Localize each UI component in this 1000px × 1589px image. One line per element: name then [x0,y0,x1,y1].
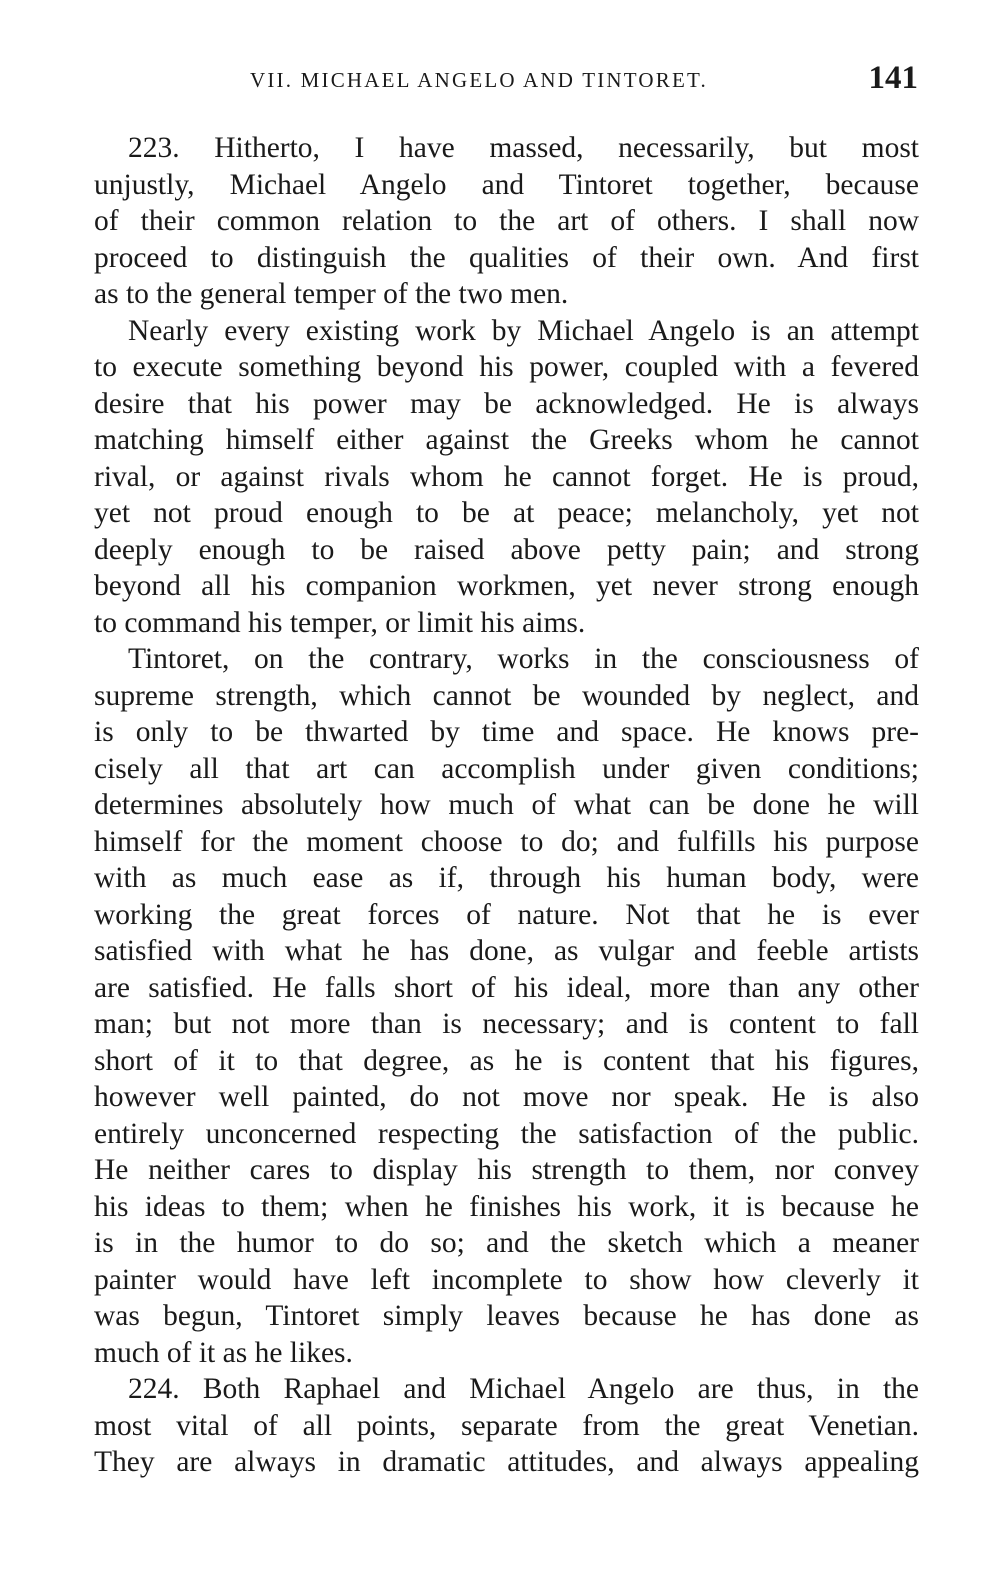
text-line: with as much ease as if, through his human body, were [94,862,919,894]
text-line: is only to be thwarted by time and space. He knows pre- [94,716,919,748]
text-line: cisely all that art can accomplish under given conditions; [94,752,919,785]
text-line: much of it as he likes. [94,1336,353,1369]
text-line: 224. Both Raphael and Michael Angelo are thus, in the [128,1373,919,1405]
text-line: beyond all his companion workmen, yet never strong enough [94,570,919,602]
running-title: VII. MICHAEL ANGELO AND TINTORET. [250,68,708,92]
text-line: his ideas to them; when he finishes his work, it is because he [94,1190,919,1223]
text-line: deeply enough to be raised above petty pain; and strong [94,533,919,566]
text-line: are satisfied. He falls short of his ideal, more than any other [94,971,919,1004]
text-line: himself for the moment choose to do; and fulfills his purpose [94,825,919,858]
text-line: painter would have left incomplete to show how cleverly it [94,1263,919,1296]
paragraph-224-intro [94,1371,919,1481]
text-line: entirely unconcerned respecting the satisfaction of the public. [94,1117,919,1150]
text-line: to command his temper, or limit his aims. [94,606,586,639]
text-line: yet not proud enough to be at peace; melancholy, yet not [94,497,919,529]
text-line: Nearly every existing work by Michael Angelo is an attempt [128,314,919,347]
text-line: of their common relation to the art of others. I shall now [94,205,919,237]
page-number: 141 [868,60,918,96]
text-line: They are always in dramatic attitudes, and always appealing [94,1446,919,1478]
text-line: working the great forces of nature. Not that he is ever [94,898,919,931]
paragraph-tintoret [94,641,919,1371]
text-line: short of it to that degree, as he is content that his figures, [94,1044,919,1077]
text-line: was begun, Tintoret simply leaves because he has done as [94,1300,919,1332]
text-line: however well painted, do not move nor speak. He is also [94,1081,919,1113]
text-line: most vital of all points, separate from the great Venetian. [94,1409,919,1442]
text-line: is in the humor to do so; and the sketch which a meaner [94,1227,919,1259]
text-line: He neither cares to display his strength to them, nor convey [94,1154,919,1186]
paragraph-michael-angelo [94,313,919,642]
text-line: determines absolutely how much of what can be done he will [94,789,919,821]
text-line: to execute something beyond his power, coupled with a fevered [94,351,919,383]
text-line: man; but not more than is necessary; and is content to fall [94,1008,919,1040]
text-line: desire that his power may be acknowledged. He is always [94,387,919,420]
text-line: Tintoret, on the contrary, works in the consciousness of [128,643,919,675]
text-line: satisfied with what he has done, as vulgar and feeble artists [94,935,919,967]
text-line: 223. Hitherto, I have massed, necessarily, but most [128,132,919,164]
paragraph-223-intro [94,130,919,313]
text-line: as to the general temper of the two men. [94,278,569,310]
text-line: matching himself either against the Greeks whom he cannot [94,424,919,456]
body-text [94,130,919,1481]
text-line: supreme strength, which cannot be wounded by neglect, and [94,679,919,712]
text-line: proceed to distinguish the qualities of their own. And first [94,241,919,274]
running-head [94,58,920,98]
text-line: unjustly, Michael Angelo and Tintoret together, because [94,168,919,201]
text-line: rival, or against rivals whom he cannot forget. He is proud, [94,460,919,493]
